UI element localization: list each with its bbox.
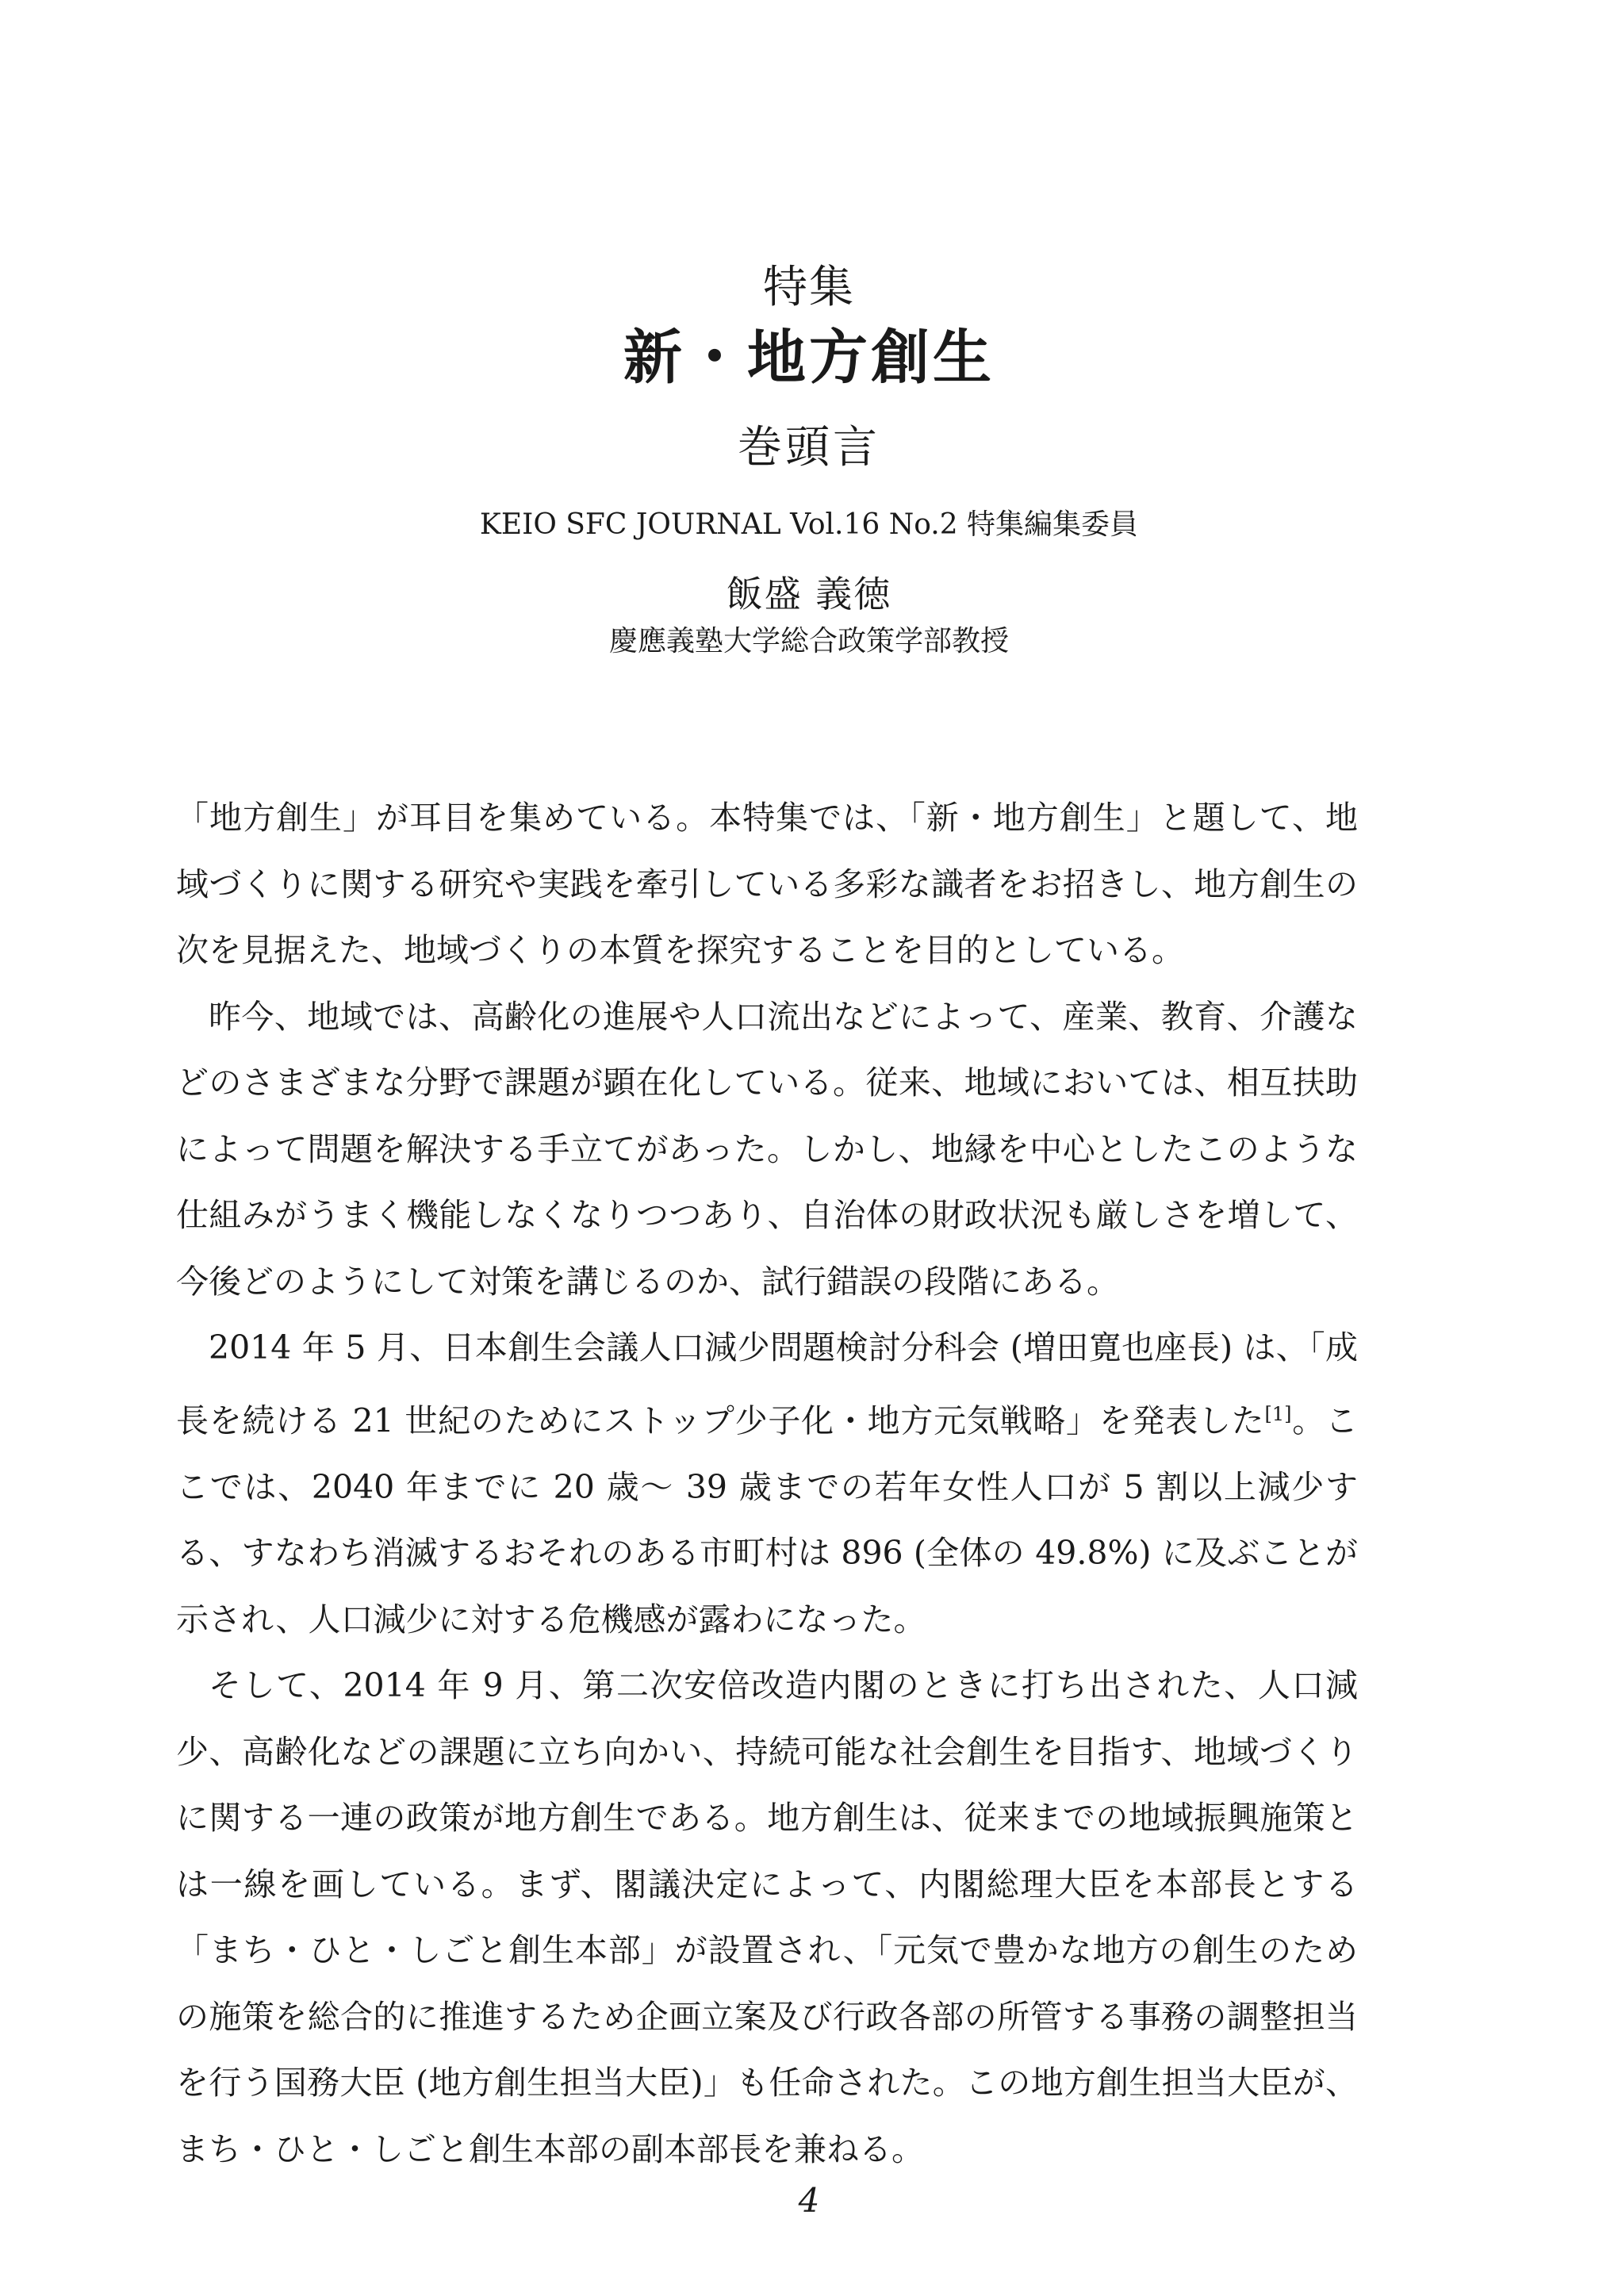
feature-kicker: 特集 bbox=[763, 262, 855, 313]
paragraph-3 bbox=[176, 1315, 1358, 1653]
paragraph-3-text-a: 2014 年 5 月、日本創生会議人口減少問題検討分科会 (増田寛也座長) は、「成長を続ける 21 世紀のためにストップ少子化・地方元気戦略」を発表した bbox=[176, 1328, 1358, 1440]
paragraph-2: 昨今、地域では、高齢化の進展や人口流出などによって、産業、教育、介護などのさまざまな分野で課題が顕在化している。従来、地域においては、相互扶助によって問題を解決する手立てがあった。しかし、地縁を中心としたこのような仕組みがうまく機能しなくなりつつあり、自治体の財政状況も厳しさを増して、今後どのようにして対策を講じるのか、試行錯誤の段階にある。 bbox=[176, 997, 1358, 1301]
paragraph-4: そして、2014 年 9 月、第二次安倍改造内閣のときに打ち出された、人口減少、高齢化などの課題に立ち向かい、持続可能な社会創生を目指す、地域づくりに関する一連の政策が地方創生である。地方創生は、従来までの地域振興施策とは一線を画している。まず、閣議決定によって、内閣総理大臣を本部長とする「まち・ひと・しごと創生本部」が設置され、「元気で豊かな地方の創生のための施策を総合的に推進するため企画立案及び行政各部の所管する事務の調整担当を行う国務大臣 (地方創生担当大臣)」も任命された。この地方創生担当大臣が、まち・ひと・しごと創生本部の副本部長を兼ねる。 bbox=[176, 1666, 1358, 2168]
editor-credit: KEIO SFC JOURNAL Vol.16 No.2 特集編集委員 bbox=[479, 508, 1139, 541]
citation-reference[interactable]: [1] bbox=[1264, 1402, 1292, 1425]
body-text bbox=[176, 785, 1358, 2183]
feature-title: 新・地方創生 bbox=[623, 324, 995, 392]
paragraph-1: 「地方創生」が耳目を集めている。本特集では、「新・地方創生」と題して、地域づくりに関する研究や実践を牽引している多彩な識者をお招きし、地方創生の次を見据えた、地域づくりの本質を探究することを目的としている。 bbox=[176, 799, 1358, 969]
paragraph-3-text-b: 。ここでは、2040 年までに 20 歳～ 39 歳までの若年女性人口が 5 割以上減少する、すなわち消滅するおそれのある市町村は 896 (全体の 49.8%) に及ぶことが示され、人口減少に対する危機感が露わになった。 bbox=[176, 1401, 1359, 1639]
page-number: 4 bbox=[798, 2181, 820, 2220]
author-affiliation: 慶應義塾大学総合政策学部教授 bbox=[608, 625, 1009, 657]
section-heading: 巻頭言 bbox=[738, 422, 880, 473]
author-name: 飯盛 義徳 bbox=[726, 573, 892, 615]
